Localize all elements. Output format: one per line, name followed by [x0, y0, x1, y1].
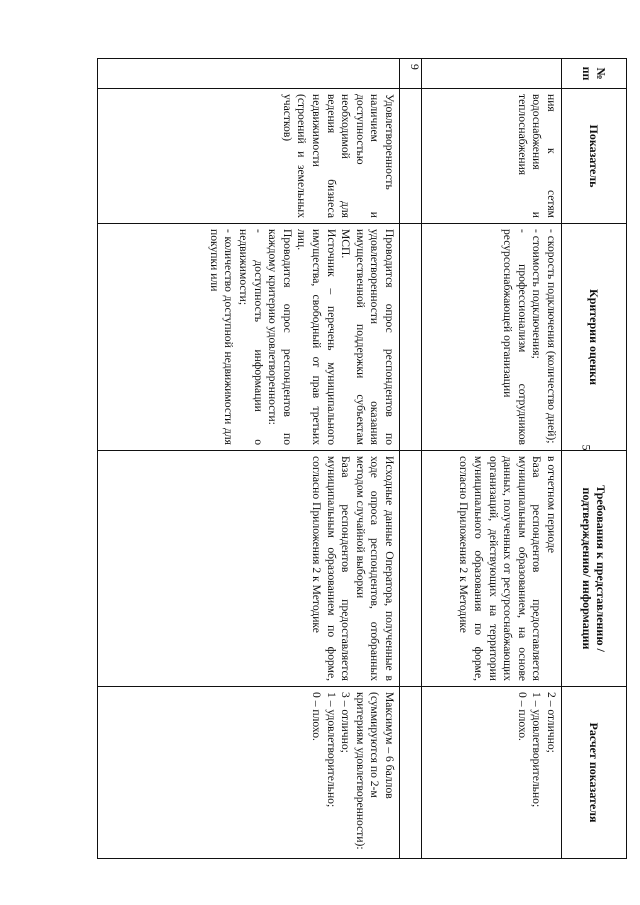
- rotated-table: [97, 58, 627, 858]
- criteria-line: Проводится опрос респондентов по удовлетворенности оказания имущественной поддержки субъектам МСП.: [339, 229, 396, 445]
- cell-indicator: ния к сетям водоснабжения и теплоснабжения: [422, 89, 562, 224]
- cell-empty: [400, 687, 422, 859]
- calculation-line: 0 – плохо.: [310, 692, 324, 741]
- cell-requirements: [422, 451, 562, 687]
- cell-calculation: [98, 687, 400, 859]
- criteria-line: - профессионализм сотрудников ресурсоснабжающей организации: [501, 229, 529, 445]
- criteria-line: - доступность информации о недвижимости;: [237, 229, 265, 445]
- cell-empty: [400, 89, 422, 224]
- cell-num: [98, 59, 400, 89]
- cell-calculation: [422, 687, 562, 859]
- requirements-line: База респондентов предоставляется муниципальным образованием, на основе данных, полученных от ресурсоснабжающих организаций, действующих на территории муниципального образования по форме, согласно Приложения 2 к Методике: [457, 456, 544, 681]
- criteria-line: - стоимость подключения;: [530, 229, 544, 359]
- table-row: [98, 59, 400, 859]
- header-indicator: Показатель: [562, 89, 627, 224]
- cell-empty: [400, 451, 422, 687]
- cell-criteria: [98, 224, 400, 451]
- header-requirements: Требования к представлению /подтверждению/ информации: [562, 451, 627, 687]
- calculation-line: 1 – удовлетворительно;: [324, 692, 338, 808]
- criteria-line: Проводится опрос респондентов по каждому критерию удовлетворенности:: [266, 229, 294, 445]
- calculation-line: 0 – плохо.: [515, 692, 529, 741]
- requirements-line: Исходные данные Оператора, полученные в ходе опроса респондентов, отобранных методом случайной выборки: [353, 456, 396, 681]
- cell-num: [422, 59, 562, 89]
- cell-criteria: [422, 224, 562, 451]
- calculation-line: 2 – отлично;: [545, 692, 558, 753]
- table-row: [422, 59, 562, 859]
- page-number: 5: [579, 444, 594, 451]
- calculation-line: 1 – удовлетворительно;: [530, 692, 544, 808]
- cell-num: 9: [400, 59, 422, 89]
- calculation-line: 3 – отлично;: [339, 692, 353, 753]
- criteria-line: - количество доступной недвижимости для покупки или: [207, 229, 236, 445]
- header-criteria: Критерии оценки: [562, 224, 627, 451]
- calculation-line: Максимум – 6 баллов (суммируются по 2-м критериям удовлетворенности):: [353, 692, 396, 850]
- table-header-row: [562, 59, 627, 859]
- criteria-line: Источник – перечень муниципального имущества, свободный от прав третьих лиц.: [295, 229, 338, 445]
- header-calculation: Расчет показателя: [562, 687, 627, 859]
- requirements-line: в отчетном периоде: [545, 456, 558, 554]
- indicators-table: [97, 58, 627, 859]
- cell-indicator: Удовлетворенность наличием и доступностью необходимой для ведения бизнеса недвижимости (строений и земельных участков): [98, 89, 400, 224]
- cell-empty: [400, 224, 422, 451]
- cell-requirements: [98, 451, 400, 687]
- requirements-line: База респондентов предоставляется муниципальным образованием по форме, согласно Приложения 2 к Методике: [310, 456, 353, 681]
- criteria-line: - скорость подключения (количество дней);: [545, 229, 558, 444]
- header-num: № пп: [562, 59, 627, 89]
- table-row-numbers: [400, 59, 422, 859]
